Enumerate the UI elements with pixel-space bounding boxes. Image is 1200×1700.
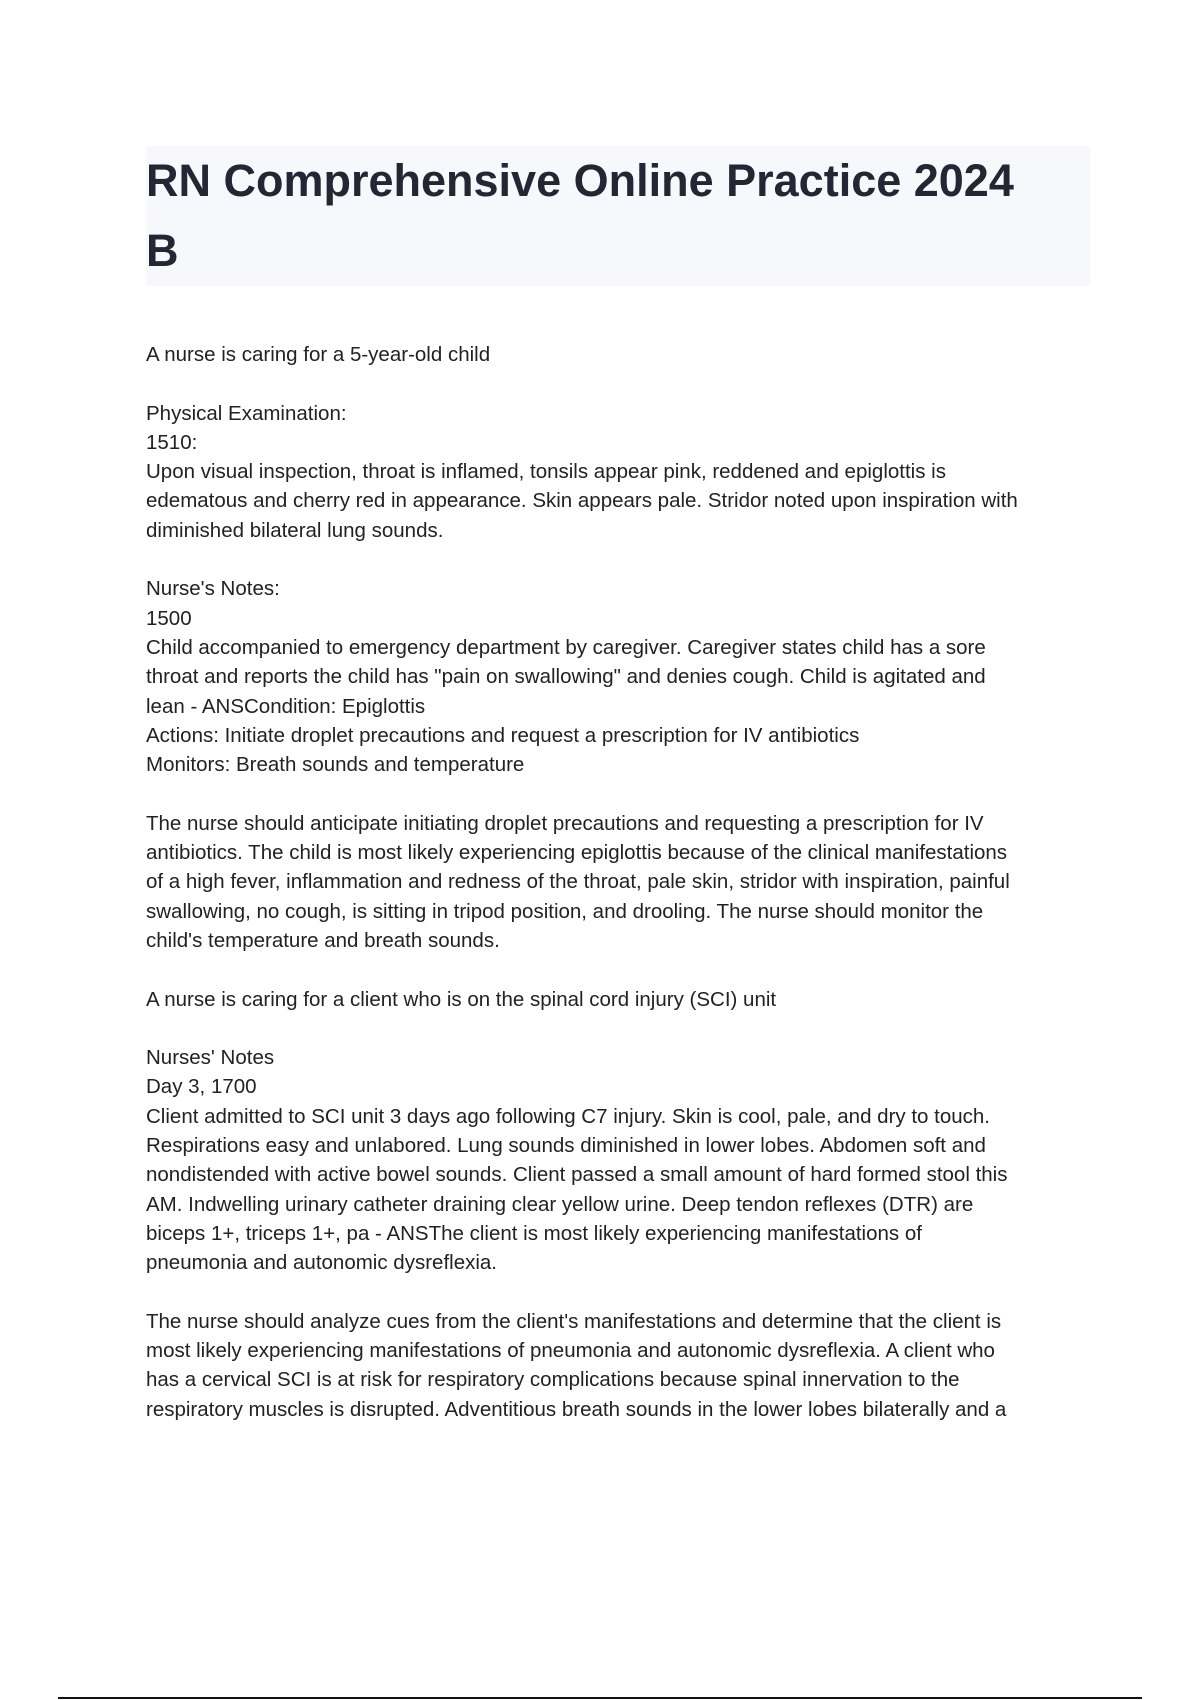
text-line: lean - ANSCondition: Epiglottis: [146, 694, 426, 718]
text-line: A nurse is caring for a client who is on the spinal cord injury (SCI) unit: [146, 987, 777, 1011]
text-line: biceps 1+, triceps 1+, pa - ANSThe client is most likely experiencing manifestations of: [146, 1221, 922, 1245]
text-line: Physical Examination:: [146, 401, 347, 425]
title-banner: [146, 146, 1090, 286]
text-line: Monitors: Breath sounds and temperature: [146, 753, 525, 777]
text-line: diminished bilateral lung sounds.: [146, 518, 444, 542]
text-line: has a cervical SCI is at risk for respiratory complications because spinal innervation to the: [146, 1368, 960, 1392]
text-line: of a high fever, inflammation and redness of the throat, pale skin, stridor with inspiration, painful: [146, 870, 1010, 894]
paragraph: [146, 340, 1096, 369]
paragraph: [146, 809, 1096, 955]
paragraph: [146, 574, 1096, 779]
paragraph: [146, 1043, 1096, 1277]
text-line: Client admitted to SCI unit 3 days ago following C7 injury. Skin is cool, pale, and dry to touch.: [146, 1104, 990, 1128]
text-line: Child accompanied to emergency department by caregiver. Caregiver states child has a sore: [146, 635, 986, 659]
text-line: swallowing, no cough, is sitting in tripod position, and drooling. The nurse should monitor the: [146, 899, 984, 923]
text-line: The nurse should analyze cues from the client's manifestations and determine that the client is: [146, 1309, 1002, 1333]
text-line: 1510:: [146, 430, 198, 454]
text-line: Day 3, 1700: [146, 1075, 257, 1099]
text-line: The nurse should anticipate initiating droplet precautions and requesting a prescription for IV: [146, 811, 984, 835]
text-line: Upon visual inspection, throat is inflamed, tonsils appear pink, reddened and epiglottis is: [146, 460, 946, 484]
text-line: respiratory muscles is disrupted. Adventitious breath sounds in the lower lobes bilaterally and a: [146, 1397, 1007, 1421]
text-line: antibiotics. The child is most likely experiencing epiglottis because of the clinical manifestations: [146, 841, 1008, 865]
text-line: Actions: Initiate droplet precautions and request a prescription for IV antibiotics: [146, 723, 860, 747]
text-line: Nurses' Notes: [146, 1046, 275, 1070]
paragraph: [146, 399, 1096, 545]
text-line: nondistended with active bowel sounds. Client passed a small amount of hard formed stool this: [146, 1163, 1008, 1187]
page-title: [146, 146, 1090, 286]
text-line: pneumonia and autonomic dysreflexia.: [146, 1251, 497, 1275]
text-line: throat and reports the child has "pain on swallowing" and denies cough. Child is agitated and: [146, 665, 986, 689]
text-line: AM. Indwelling urinary catheter draining clear yellow urine. Deep tendon reflexes (DTR) are: [146, 1192, 974, 1216]
text-line: edematous and cherry red in appearance. Skin appears pale. Stridor noted upon inspiration with: [146, 489, 1018, 513]
paragraph: [146, 985, 1096, 1014]
text-line: 1500: [146, 606, 192, 630]
paragraph: [146, 1307, 1096, 1424]
text-line: Nurse's Notes:: [146, 577, 280, 601]
text-line: A nurse is caring for a 5-year-old child: [146, 343, 491, 366]
text-line: child's temperature and breath sounds.: [146, 928, 500, 952]
title-line: B: [146, 225, 179, 276]
document-body: [146, 340, 1096, 1424]
page-divider: [58, 1697, 1142, 1699]
text-line: most likely experiencing manifestations of pneumonia and autonomic dysreflexia. A client who: [146, 1339, 995, 1363]
title-line: RN Comprehensive Online Practice 2024: [146, 155, 1014, 206]
text-line: Respirations easy and unlabored. Lung sounds diminished in lower lobes. Abdomen soft and: [146, 1134, 986, 1158]
